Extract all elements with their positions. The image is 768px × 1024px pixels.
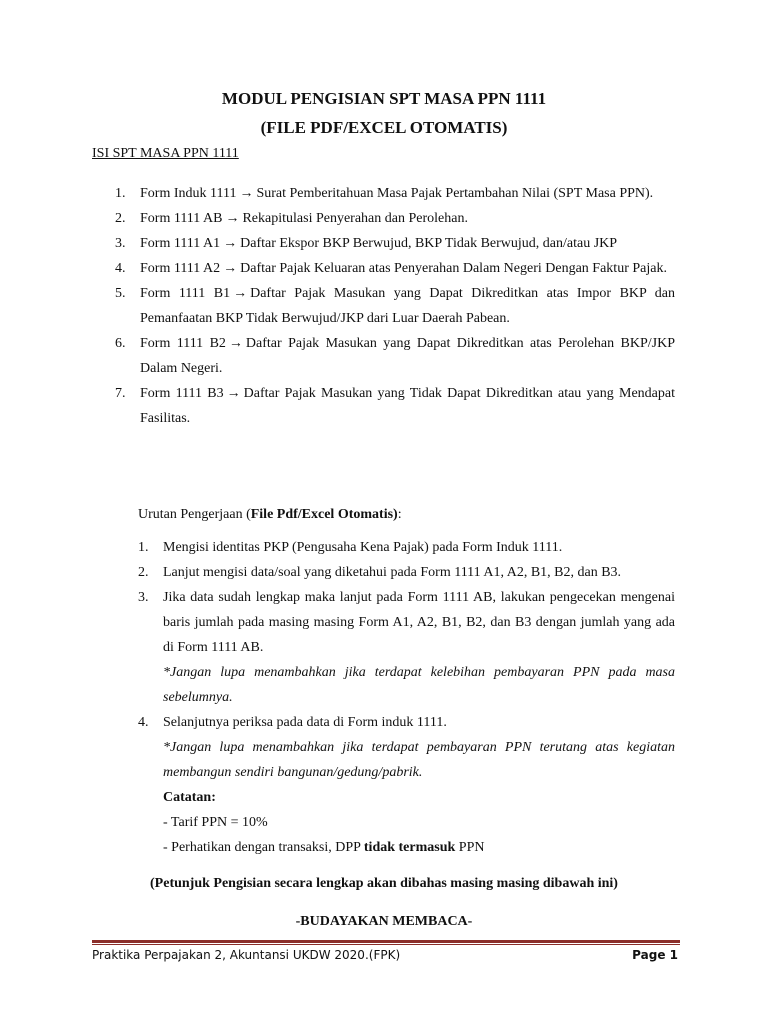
page-number: Page 1 bbox=[632, 948, 678, 962]
section-heading: ISI SPT MASA PPN 1111 bbox=[92, 146, 239, 161]
list-item: 2. Form 1111 AB → Rekapitulasi Penyerahan dan Perolehan. bbox=[115, 206, 675, 231]
footer-rule-thin bbox=[92, 944, 680, 945]
list-item: 6. Form 1111 B2 → Daftar Pajak Masukan yang Dapat Dikreditkan atas Perolehan BKP/JKP Dalam Negeri. bbox=[115, 331, 675, 381]
catatan-label: Catatan: bbox=[163, 790, 216, 805]
slogan: -BUDAYAKAN MEMBACA- bbox=[295, 914, 473, 929]
guide-note: (Petunjuk Pengisian secara lengkap akan dibahas masing masing dibawah ini) bbox=[150, 876, 618, 891]
steps-list bbox=[138, 535, 675, 860]
order-intro: Urutan Pengerjaan (File Pdf/Excel Otomatis): bbox=[138, 507, 402, 522]
arrow-right-icon: → bbox=[239, 186, 254, 201]
list-item: 2. Lanjut mengisi data/soal yang diketahui pada Form 1111 A1, A2, B1, B2, dan B3. bbox=[138, 565, 622, 580]
arrow-right-icon: → bbox=[225, 211, 240, 226]
arrow-right-icon: → bbox=[223, 261, 238, 276]
list-item: 1. Form Induk 1111 → Surat Pemberitahuan Masa Pajak Pertambahan Nilai (SPT Masa PPN). bbox=[115, 181, 675, 206]
list-item: 7. Form 1111 B3 → Daftar Pajak Masukan yang Tidak Dapat Dikreditkan atau yang Mendapat Fasilitas. bbox=[115, 381, 675, 431]
footer-text: Praktika Perpajakan 2, Akuntansi UKDW 2020.(FPK) bbox=[92, 948, 401, 962]
footer-rule bbox=[92, 940, 680, 943]
catatan-line: - Tarif PPN = 10% bbox=[163, 815, 268, 830]
list-item: 1. Mengisi identitas PKP (Pengusaha Kena Pajak) pada Form Induk 1111. bbox=[138, 540, 563, 555]
step-note: *Jangan lupa menambahkan jika terdapat kelebihan pembayaran PPN pada masa sebelumnya. bbox=[163, 665, 675, 705]
form-list bbox=[115, 181, 675, 431]
arrow-right-icon: → bbox=[226, 386, 241, 401]
catatan-line: - Perhatikan dengan transaksi, DPP tidak termasuk PPN bbox=[163, 840, 485, 855]
list-item: 3. Jika data sudah lengkap maka lanjut pada Form 1111 AB, lakukan pengecekan mengenai baris jumlah pada masing masing Form A1, A2, B1, B2, dan B3 dengan jumlah yang ada di Form 1111 AB. *Jangan lupa menambahkan jika terdapat kelebihan pembayaran PPN pada masa sebelumnya. bbox=[138, 585, 675, 710]
step-note: *Jangan lupa menambahkan jika terdapat pembayaran PPN terutang atas kegiatan membangun sendiri bangunan/gedung/pabrik. bbox=[163, 740, 675, 780]
document-title: MODUL PENGISIAN SPT MASA PPN 1111 bbox=[221, 89, 547, 108]
list-item: 5. Form 1111 B1 → Daftar Pajak Masukan yang Dapat Dikreditkan atas Impor BKP dan Pemanfaatan BKP Tidak Berwujud/JKP dari Luar Daerah Pabean. bbox=[115, 281, 675, 331]
arrow-right-icon: → bbox=[233, 286, 248, 301]
list-item: 3. Form 1111 A1 → Daftar Ekspor BKP Berwujud, BKP Tidak Berwujud, dan/atau JKP bbox=[115, 231, 675, 256]
document-subtitle: (FILE PDF/EXCEL OTOMATIS) bbox=[260, 118, 508, 137]
list-item: 4. Selanjutnya periksa pada data di Form induk 1111. *Jangan lupa menambahkan jika terdapat pembayaran PPN terutang atas kegiatan membangun sendiri bangunan/gedung/pabrik. Catatan: - Tarif PPN = 10% - Perhatikan dengan transaksi, DPP tidak termasuk PPN bbox=[138, 710, 675, 860]
arrow-right-icon: → bbox=[228, 336, 243, 351]
list-item: 4. Form 1111 A2 → Daftar Pajak Keluaran atas Penyerahan Dalam Negeri Dengan Faktur Pajak. bbox=[115, 256, 675, 281]
arrow-right-icon: → bbox=[223, 236, 238, 251]
